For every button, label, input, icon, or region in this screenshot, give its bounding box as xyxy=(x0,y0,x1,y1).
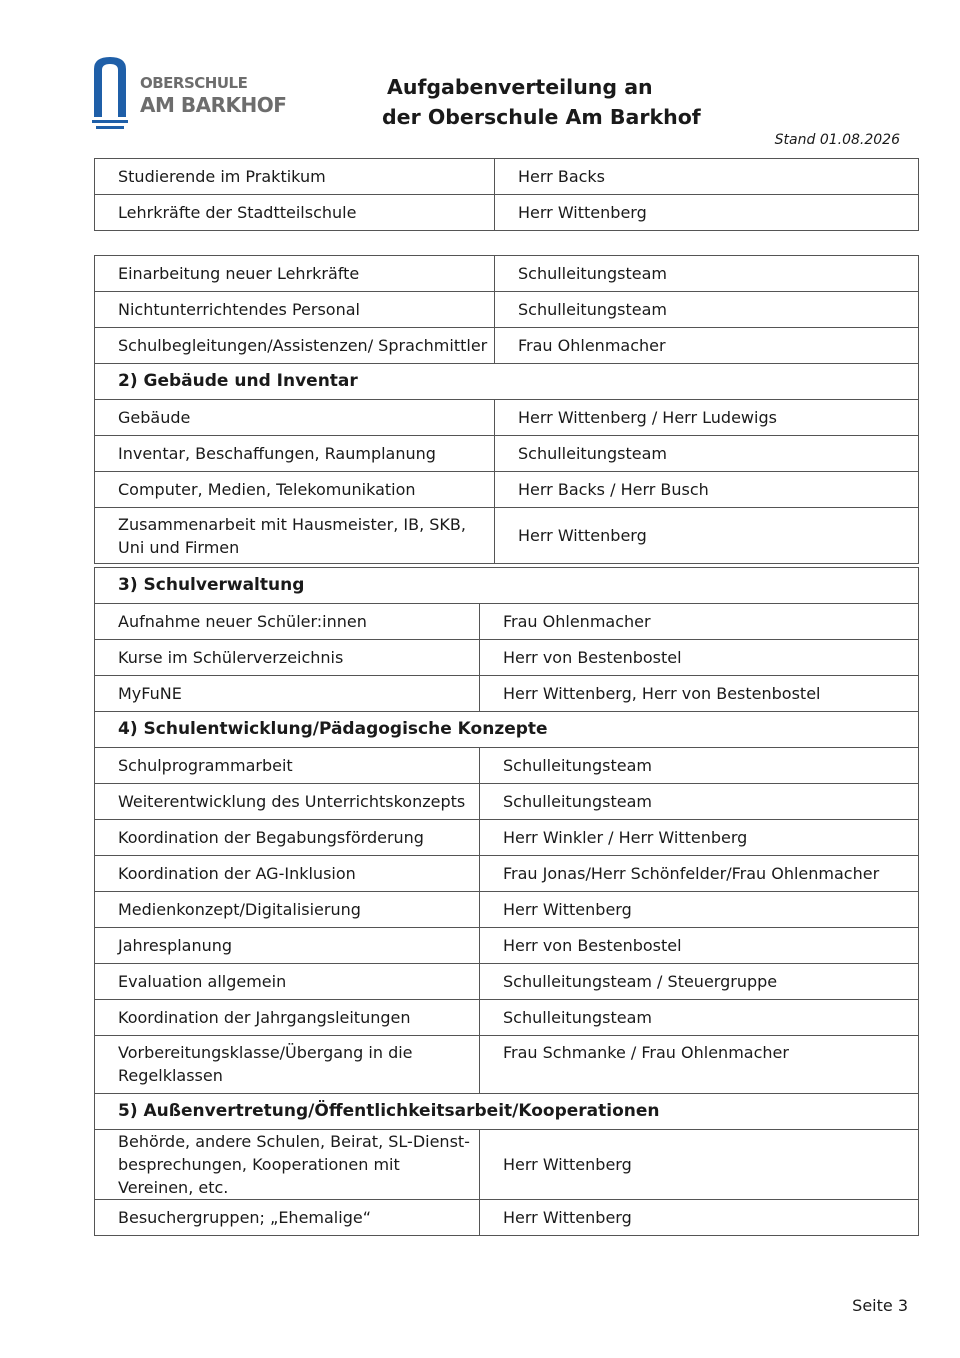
responsible-cell: Frau Jonas/Herr Schönfelder/Frau Ohlenmacher xyxy=(480,856,919,892)
table-personnel-building xyxy=(94,255,919,564)
school-logo xyxy=(90,55,290,135)
task-cell: Lehrkräfte der Stadtteilschule xyxy=(95,195,495,231)
table-row xyxy=(95,784,919,820)
table-row xyxy=(95,436,919,472)
responsible-cell: Herr Winkler / Herr Wittenberg xyxy=(480,820,919,856)
responsible-cell: Schulleitungsteam xyxy=(495,292,919,328)
logo-line1: OBERSCHULE xyxy=(140,74,248,92)
task-cell: Kurse im Schülerverzeichnis xyxy=(95,640,480,676)
stand-date: Stand 01.08.2026 xyxy=(774,132,900,148)
task-cell: Zusammenarbeit mit Hausmeister, IB, SKB, Uni und Firmen xyxy=(95,508,495,564)
task-cell: Schulprogrammarbeit xyxy=(95,748,480,784)
table-row xyxy=(95,159,919,195)
table-staff-top xyxy=(94,158,919,231)
title-line1: Aufgabenverteilung an xyxy=(387,75,653,99)
responsible-cell: Schulleitungsteam xyxy=(480,748,919,784)
table-row xyxy=(95,892,919,928)
table-row xyxy=(95,508,919,564)
responsible-cell: Frau Schmanke / Frau Ohlenmacher xyxy=(480,1036,919,1094)
task-cell: Jahresplanung xyxy=(95,928,480,964)
logo-line2: AM BARKHOF xyxy=(140,93,287,117)
table-row xyxy=(95,748,919,784)
section-heading-row xyxy=(95,1094,919,1130)
task-cell: Computer, Medien, Telekomunikation xyxy=(95,472,495,508)
table-row xyxy=(95,195,919,231)
responsible-cell: Frau Ohlenmacher xyxy=(480,604,919,640)
table-row xyxy=(95,1130,919,1200)
responsible-cell: Schulleitungsteam xyxy=(495,256,919,292)
task-cell: Evaluation allgemein xyxy=(95,964,480,1000)
table-row xyxy=(95,928,919,964)
responsible-cell: Herr Backs xyxy=(495,159,919,195)
responsible-cell: Herr Wittenberg, Herr von Bestenbostel xyxy=(480,676,919,712)
task-cell: MyFuNE xyxy=(95,676,480,712)
responsible-cell: Frau Ohlenmacher xyxy=(495,328,919,364)
table-row xyxy=(95,604,919,640)
task-cell: Vorbereitungsklasse/Übergang in die Regelklassen xyxy=(95,1036,480,1094)
responsible-cell: Schulleitungsteam / Steuergruppe xyxy=(480,964,919,1000)
table-row xyxy=(95,1200,919,1236)
table-administration-development xyxy=(94,567,919,1236)
table-row xyxy=(95,328,919,364)
responsible-cell: Schulleitungsteam xyxy=(480,784,919,820)
responsible-cell: Herr Wittenberg xyxy=(495,195,919,231)
responsible-cell: Herr Wittenberg xyxy=(480,1200,919,1236)
task-cell: Nichtunterrichtendes Personal xyxy=(95,292,495,328)
task-cell: Gebäude xyxy=(95,400,495,436)
section-heading: 4) Schulentwicklung/Pädagogische Konzepte xyxy=(95,712,919,748)
table-row xyxy=(95,820,919,856)
section-heading: 2) Gebäude und Inventar xyxy=(95,364,919,400)
table-row xyxy=(95,856,919,892)
task-cell: Medienkonzept/Digitalisierung xyxy=(95,892,480,928)
section-heading-row xyxy=(95,712,919,748)
table-row xyxy=(95,400,919,436)
section-heading-row xyxy=(95,568,919,604)
section-heading-row xyxy=(95,364,919,400)
task-cell: Besuchergruppen; „Ehemalige“ xyxy=(95,1200,480,1236)
responsible-cell: Herr von Bestenbostel xyxy=(480,640,919,676)
table-row xyxy=(95,256,919,292)
task-cell: Koordination der Jahrgangsleitungen xyxy=(95,1000,480,1036)
responsible-cell: Schulleitungsteam xyxy=(495,436,919,472)
table-row xyxy=(95,964,919,1000)
table-row xyxy=(95,1036,919,1094)
table-row xyxy=(95,640,919,676)
table-row xyxy=(95,1000,919,1036)
task-cell: Koordination der AG-Inklusion xyxy=(95,856,480,892)
task-cell: Behörde, andere Schulen, Beirat, SL-Dienst-besprechungen, Kooperationen mit Vereinen, etc. xyxy=(95,1130,480,1200)
responsible-cell: Schulleitungsteam xyxy=(480,1000,919,1036)
section-heading: 5) Außenvertretung/Öffentlichkeitsarbeit/Kooperationen xyxy=(95,1094,919,1130)
title-line2: der Oberschule Am Barkhof xyxy=(382,105,701,129)
responsible-cell: Herr Backs / Herr Busch xyxy=(495,472,919,508)
table-row xyxy=(95,292,919,328)
task-cell: Aufnahme neuer Schüler:innen xyxy=(95,604,480,640)
responsible-cell: Herr Wittenberg xyxy=(480,892,919,928)
responsible-cell: Herr Wittenberg / Herr Ludewigs xyxy=(495,400,919,436)
task-cell: Koordination der Begabungsförderung xyxy=(95,820,480,856)
task-cell: Weiterentwicklung des Unterrichtskonzepts xyxy=(95,784,480,820)
logo-emblem-icon xyxy=(90,55,130,133)
responsible-cell: Herr von Bestenbostel xyxy=(480,928,919,964)
responsible-cell: Herr Wittenberg xyxy=(480,1130,919,1200)
task-cell: Inventar, Beschaffungen, Raumplanung xyxy=(95,436,495,472)
document-title xyxy=(382,72,701,132)
table-row xyxy=(95,676,919,712)
page-number: Seite 3 xyxy=(852,1296,908,1315)
task-cell: Einarbeitung neuer Lehrkräfte xyxy=(95,256,495,292)
responsible-cell: Herr Wittenberg xyxy=(495,508,919,564)
section-heading: 3) Schulverwaltung xyxy=(95,568,919,604)
task-cell: Schulbegleitungen/Assistenzen/ Sprachmittler xyxy=(95,328,495,364)
table-row xyxy=(95,472,919,508)
task-cell: Studierende im Praktikum xyxy=(95,159,495,195)
